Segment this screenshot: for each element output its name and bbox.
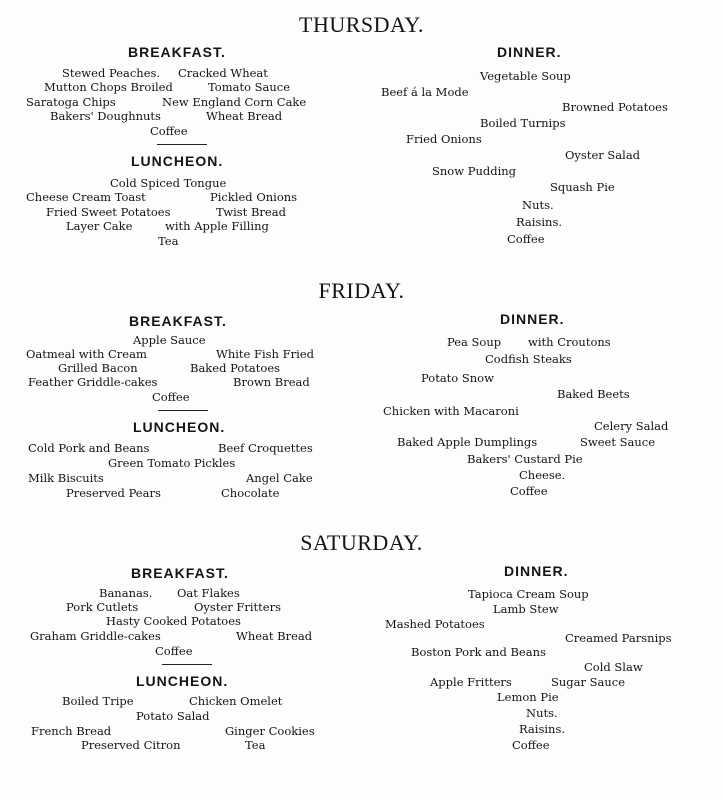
menu-item: Boiled Tripe xyxy=(62,694,134,708)
menu-item: Cold Pork and Beans xyxy=(28,441,150,455)
menu-item: Grilled Bacon xyxy=(58,361,138,375)
menu-item: Wheat Bread xyxy=(206,109,283,123)
menu-item: Feather Griddle-cakes xyxy=(28,375,158,389)
menu-item: Nuts. xyxy=(526,706,558,720)
menu-item: Hasty Cooked Potatoes xyxy=(106,614,241,628)
menu-item: Tomato Sauce xyxy=(208,80,291,94)
menu-item: Boiled Turnips xyxy=(480,116,566,130)
menu-item: Mashed Potatoes xyxy=(385,617,485,631)
menu-item: Fried Onions xyxy=(406,132,482,146)
menu-item: Bakers' Custard Pie xyxy=(467,452,583,466)
menu-item: Snow Pudding xyxy=(432,164,517,178)
day-title-saturday: SATURDAY. xyxy=(300,530,423,555)
menu-item: Coffee xyxy=(510,484,548,498)
menu-item: Celery Salad xyxy=(594,419,669,433)
menu-item: Apple Fritters xyxy=(430,675,512,689)
menu-item: Tea xyxy=(158,234,179,248)
menu-item: Oat Flakes xyxy=(177,586,240,600)
menu-item: Baked Potatoes xyxy=(190,361,281,375)
menu-item: Milk Biscuits xyxy=(28,471,104,485)
menu-item: Cracked Wheat xyxy=(178,66,268,80)
friday-breakfast-heading: BREAKFAST. xyxy=(129,313,227,329)
menu-item: Preserved Pears xyxy=(66,486,161,500)
menu-item: Graham Griddle-cakes xyxy=(30,629,161,643)
thursday-luncheon-heading: LUNCHEON. xyxy=(131,153,224,169)
menu-item: Saratoga Chips xyxy=(26,95,116,109)
menu-item: Green Tomato Pickles xyxy=(108,456,236,470)
menu-item: Cold Slaw xyxy=(584,660,643,674)
menu-item: Chicken with Macaroni xyxy=(383,404,519,418)
menu-item: Fried Sweet Potatoes xyxy=(46,205,171,219)
menu-item: Cheese Cream Toast xyxy=(26,190,146,204)
menu-item: Beef á la Mode xyxy=(381,85,469,99)
menu-item: Potato Snow xyxy=(421,371,494,385)
menu-item: Wheat Bread xyxy=(236,629,313,643)
friday-dinner-heading: DINNER. xyxy=(500,311,565,327)
menu-item: Raisins. xyxy=(519,722,565,736)
menu-item: Pork Cutlets xyxy=(66,600,139,614)
menu-item: Baked Beets xyxy=(557,387,630,401)
menu-item: Nuts. xyxy=(522,198,554,212)
menu-item: Tapioca Cream Soup xyxy=(468,587,589,601)
friday-luncheon-heading: LUNCHEON. xyxy=(133,419,226,435)
saturday-dinner-heading: DINNER. xyxy=(504,563,569,579)
menu-item: Brown Bread xyxy=(233,375,310,389)
menu-item: Tea xyxy=(245,738,266,752)
thursday-dinner-heading: DINNER. xyxy=(497,44,562,60)
section-divider xyxy=(157,144,207,145)
menu-item: Oyster Fritters xyxy=(194,600,282,614)
thursday-breakfast-heading: BREAKFAST. xyxy=(128,44,226,60)
menu-item: Sugar Sauce xyxy=(551,675,626,689)
menu-item: Baked Apple Dumplings xyxy=(397,435,538,449)
menu-item: Stewed Peaches. xyxy=(62,66,161,80)
menu-item: Ginger Cookies xyxy=(225,724,315,738)
menu-item: Boston Pork and Beans xyxy=(411,645,546,659)
menu-item: Angel Cake xyxy=(246,471,313,485)
section-divider xyxy=(162,664,212,665)
menu-item: Coffee xyxy=(155,644,193,658)
menu-item: Bakers' Doughnuts xyxy=(50,109,161,123)
menu-item: Oyster Salad xyxy=(565,148,641,162)
menu-item: Pea Soup xyxy=(447,335,502,349)
menu-item: Bananas. xyxy=(99,586,153,600)
menu-item: Coffee xyxy=(152,390,190,404)
menu-item: with Croutons xyxy=(528,335,611,349)
menu-item: Sweet Sauce xyxy=(580,435,655,449)
menu-item: Beef Croquettes xyxy=(218,441,313,455)
menu-item: Coffee xyxy=(507,232,545,246)
menu-item: Codfish Steaks xyxy=(485,352,572,366)
menu-item: Potato Salad xyxy=(136,709,210,723)
section-divider xyxy=(158,410,208,411)
menu-item: Squash Pie xyxy=(550,180,615,194)
menu-item: Chocolate xyxy=(221,486,280,500)
day-title-friday: FRIDAY. xyxy=(318,278,405,303)
menu-item: Coffee xyxy=(150,124,188,138)
menu-item: French Bread xyxy=(31,724,112,738)
menu-item: Cold Spiced Tongue xyxy=(110,176,227,190)
menu-item: White Fish Fried xyxy=(216,347,314,361)
menu-item: Oatmeal with Cream xyxy=(26,347,147,361)
menu-item: Vegetable Soup xyxy=(480,69,571,83)
day-title-thursday: THURSDAY. xyxy=(299,12,424,37)
menu-item: Pickled Onions xyxy=(210,190,298,204)
menu-item: Creamed Parsnips xyxy=(565,631,672,645)
menu-item: Lamb Stew xyxy=(493,602,559,616)
menu-item: Coffee xyxy=(512,738,550,752)
saturday-breakfast-heading: BREAKFAST. xyxy=(131,565,229,581)
menu-item: Mutton Chops Broiled xyxy=(44,80,173,94)
saturday-luncheon-heading: LUNCHEON. xyxy=(136,673,229,689)
menu-item: Layer Cake xyxy=(66,219,133,233)
menu-item: Cheese. xyxy=(519,468,566,482)
menu-item: Preserved Citron xyxy=(81,738,181,752)
menu-item: Apple Sauce xyxy=(133,333,206,347)
menu-item: Chicken Omelet xyxy=(189,694,283,708)
menu-item: Browned Potatoes xyxy=(562,100,668,114)
menu-item: Twist Bread xyxy=(216,205,286,219)
menu-item: with Apple Filling xyxy=(165,219,269,233)
menu-item: Raisins. xyxy=(516,215,562,229)
menu-item: Lemon Pie xyxy=(497,690,559,704)
menu-item: New England Corn Cake xyxy=(162,95,307,109)
